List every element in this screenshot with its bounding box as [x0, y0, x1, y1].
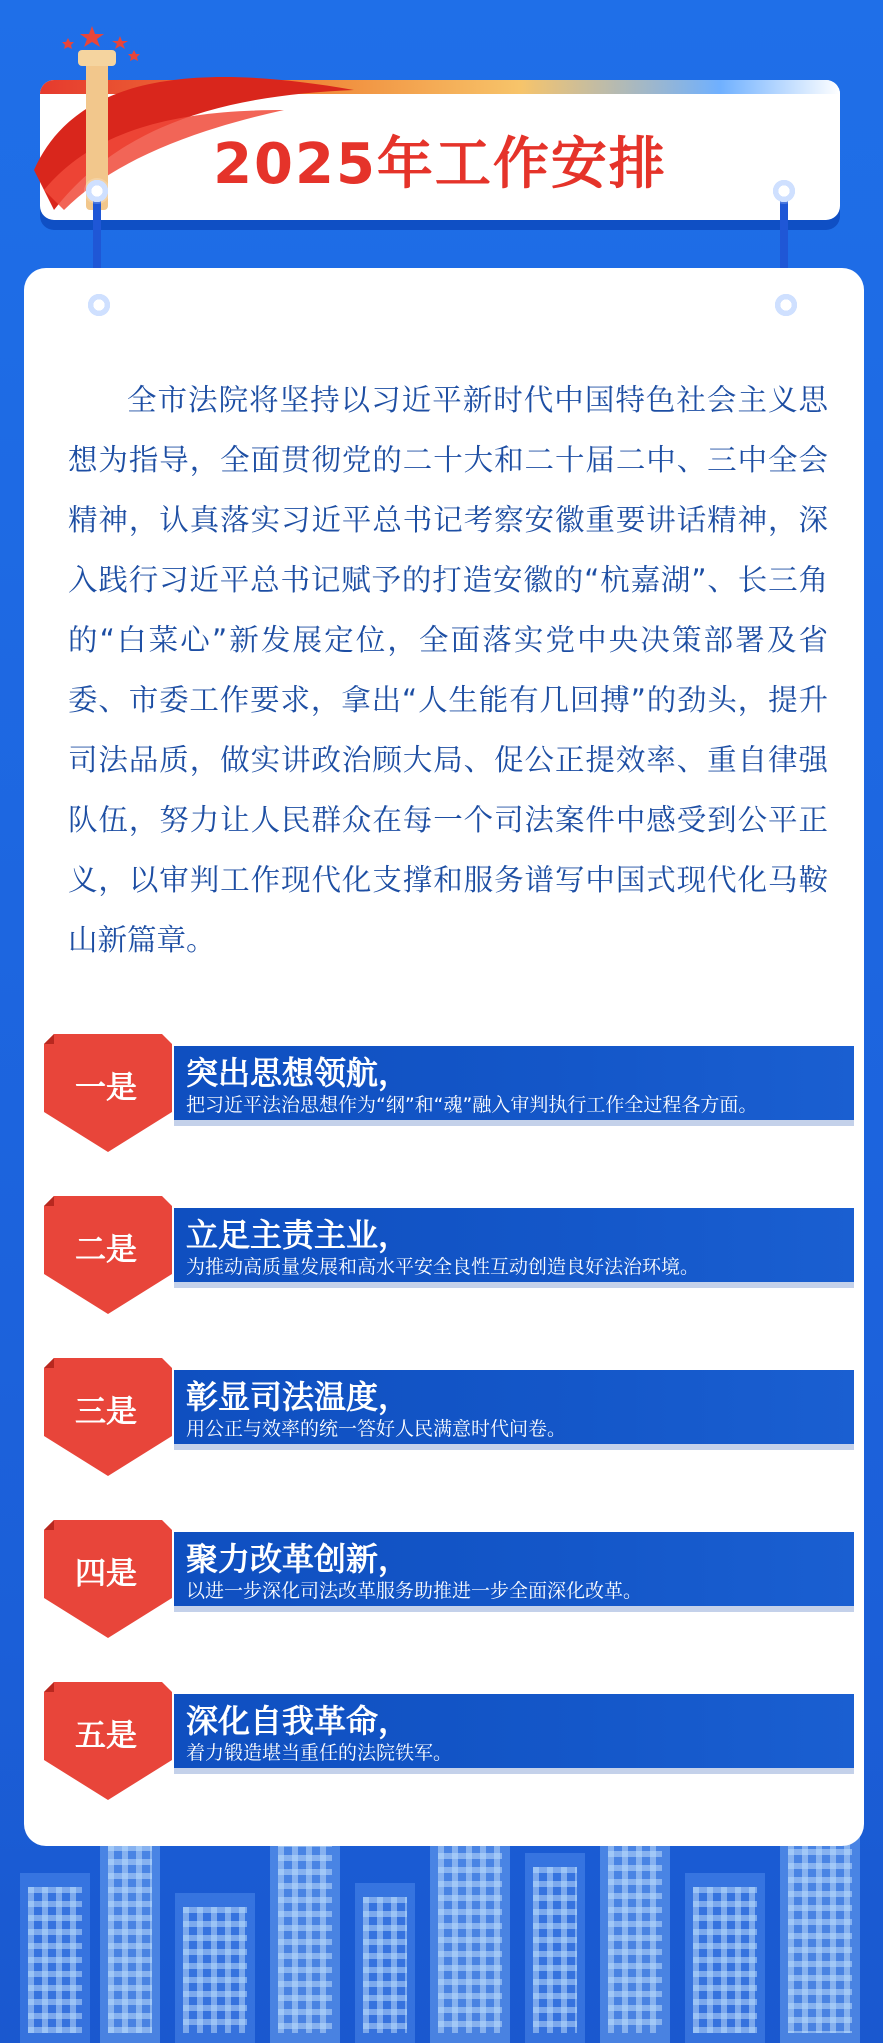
item-bar [174, 1532, 854, 1606]
hanger-dot [86, 292, 112, 318]
item-title: 深化自我革命， [186, 1702, 411, 1740]
hanger-dot [773, 292, 799, 318]
item-title: 突出思想领航， [186, 1054, 411, 1092]
hanger-dot [771, 178, 797, 204]
item-bar [174, 1694, 854, 1768]
item-badge [42, 1034, 172, 1152]
list-item [24, 1034, 864, 1152]
hanger-dot [84, 178, 110, 204]
list-item [24, 1682, 864, 1800]
intro-paragraph: 全市法院将坚持以习近平新时代中国特色社会主义思想为指导，全面贯彻党的二十大和二十届二中、三中全会精神，认真落实习近平总书记考察安徽重要讲话精神，深入践行习近平总书记赋予的打造安徽的“杭嘉湖”、长三角的“白菜心”新发展定位，全面落实党中央决策部署及省委、市委工作要求，拿出“人生能有几回搏”的劲头，提升司法品质，做实讲政治顾大局、促公正提效率、重自律强队伍，努力让人民群众在每一个司法案件中感受到公平正义，以审判工作现代化支撑和服务谱写中国式现代化马鞍山新篇章。 [68, 382, 828, 957]
item-title: 立足主责主业， [186, 1216, 411, 1254]
item-bar [174, 1046, 854, 1120]
building [685, 1873, 765, 2043]
item-description: 着力锻造堪当重任的法院铁军。 [186, 1742, 453, 1764]
item-title: 聚力改革创新， [186, 1540, 411, 1578]
main-card [24, 268, 864, 1846]
list-item [24, 1358, 864, 1476]
red-ribbon-monument-icon [34, 20, 354, 220]
item-badge-label: 一是 [75, 1070, 137, 1106]
building [175, 1893, 255, 2043]
item-description: 为推动高质量发展和高水平安全良性互动创造良好法治环境。 [186, 1256, 700, 1278]
item-bar [174, 1208, 854, 1282]
item-badge [42, 1682, 172, 1800]
item-description: 用公正与效率的统一答好人民满意时代问卷。 [186, 1418, 567, 1440]
item-description: 以进一步深化司法改革服务助推进一步全面深化改革。 [186, 1580, 643, 1602]
list-item [24, 1520, 864, 1638]
item-badge-label: 五是 [75, 1718, 137, 1754]
page-title: 2025年工作安排 [213, 132, 667, 197]
item-badge-label: 三是 [75, 1394, 137, 1430]
building [600, 1823, 670, 2043]
item-bar [174, 1370, 854, 1444]
item-description: 把习近平法治思想作为“纲”和“魂”融入审判执行工作全过程各方面。 [186, 1094, 758, 1116]
building [355, 1883, 415, 2043]
item-badge-label: 四是 [75, 1556, 137, 1592]
item-title: 彰显司法温度， [186, 1378, 411, 1416]
building [270, 1813, 340, 2043]
building [20, 1873, 90, 2043]
item-badge [42, 1358, 172, 1476]
item-badge [42, 1196, 172, 1314]
item-badge-label: 二是 [75, 1232, 137, 1268]
list-item [24, 1196, 864, 1314]
item-badge [42, 1520, 172, 1638]
building [525, 1853, 585, 2043]
